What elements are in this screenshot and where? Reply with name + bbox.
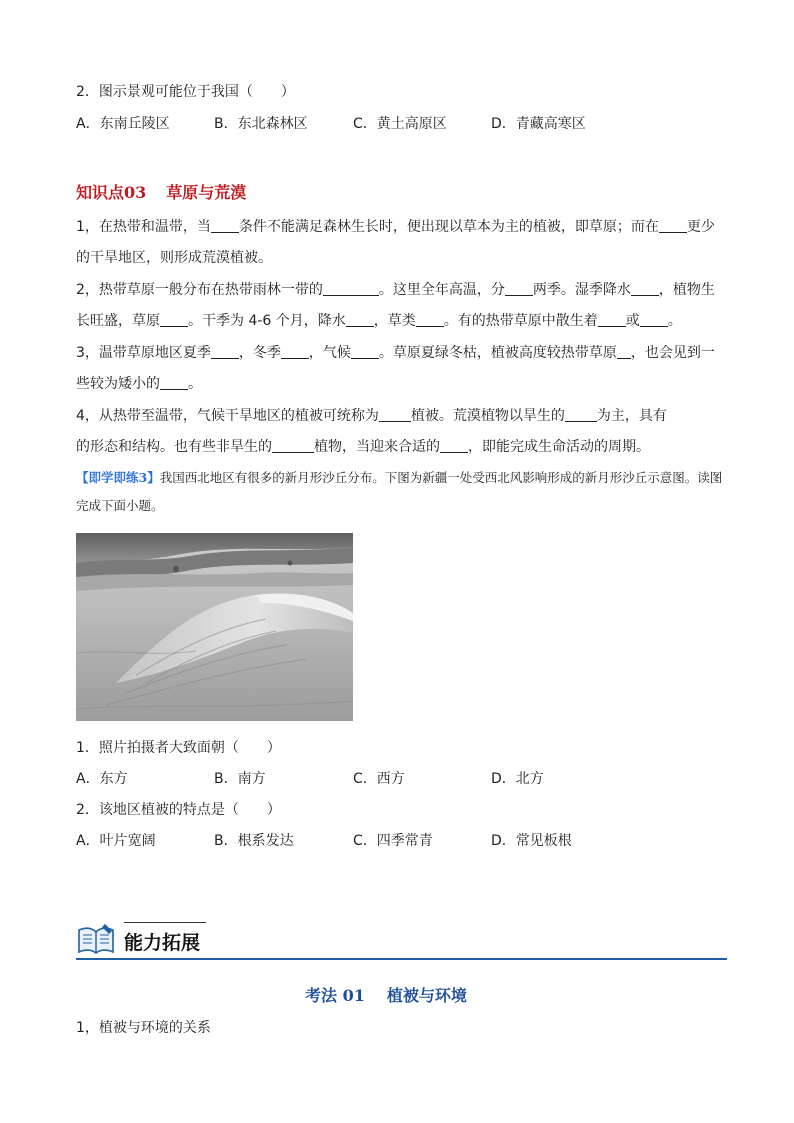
fill-blank [211,342,239,359]
text-run: ，草类 [373,313,416,329]
option-d: D．北方 [491,771,544,787]
fill-blank [505,279,533,296]
text-run: 。这里全年高温，分 [378,282,505,298]
fill-blank [351,342,379,359]
banner-topline [124,922,206,923]
method-label: 考法 01 [305,986,365,1005]
text-run: 4，从热带至温带，气候干旱地区的植被可统称为 [76,408,379,424]
text-run: 3，温带草原地区夏季 [76,345,211,361]
text-run: 。干季为 4-6 个月，降水 [188,313,346,329]
practice-intro [76,464,726,520]
option-b: B．南方 [214,771,266,787]
option-c: C．黄土高原区 [353,116,447,132]
text-run: ，植物生 [658,282,715,298]
text-run: 1，在热带和温带，当 [76,219,211,235]
fill-blank [631,279,659,296]
method-title: 植被与环境 [386,986,467,1005]
paragraph-1 [76,212,718,274]
body-line: 1，植被与环境的关系 [76,1020,211,1036]
fill-blank [281,342,309,359]
banner-rule [76,958,727,960]
fill-blank [565,405,597,422]
text-run: 两季。湿季降水 [532,282,631,298]
paragraph-2 [76,275,718,337]
option-a: A．东方 [76,771,128,787]
fill-blank [379,405,411,422]
text-run: 。草原夏绿冬枯，植被高度较热带草原 [378,345,617,361]
fill-blank [617,342,631,359]
practice-text: 我国西北地区有很多的新月形沙丘分布。下图为新疆一处受西北风影响形成的新月形沙丘示意图。读图完成下面小题。 [76,470,723,513]
option-b: B．东北森林区 [214,116,308,132]
text-run: 条件不能满足森林生长时，便出现以草本为主的植被，即草原；而在 [238,219,659,235]
fill-blank [160,373,188,390]
section-banner [76,918,727,964]
option-c: C．四季常青 [353,833,433,849]
fill-blank [272,436,314,453]
text-run: 植被。荒漠植物以旱生的 [410,408,565,424]
fill-blank [211,216,239,233]
text-run: ，气候 [308,345,351,361]
book-icon [76,922,116,956]
text-run: 或 [625,313,640,329]
text-run: 。有的热带草原中散生着 [443,313,598,329]
option-c: C．西方 [353,771,405,787]
text-run: 长旺盛，草原 [76,313,160,329]
paragraph-3 [76,338,718,400]
fill-blank [598,310,626,327]
section-title: 草原与荒漠 [166,183,247,202]
text-run: 。 [667,313,682,329]
section-heading [76,180,246,203]
paragraph-4 [76,401,718,463]
question-stem: 2．该地区植被的特点是（ ） [76,802,281,818]
fill-blank [640,310,668,327]
banner-label: 能力拓展 [124,932,201,954]
text-run: 2，热带草原一般分布在热带雨林一带的 [76,282,323,298]
text-run: 植物，当迎来合适的 [314,439,440,455]
text-run: ，也会见到一 [630,345,715,361]
text-run: 。 [188,376,202,392]
fill-blank [440,436,468,453]
text-run: ，即能完成生命活动的周期。 [468,439,650,455]
text-run: 些较为矮小的 [76,376,160,392]
option-a: A．东南丘陵区 [76,116,170,132]
practice-tag: 【即学即练3】 [76,470,160,485]
text-run: 为主，具有 [596,408,667,424]
option-d: D．青藏高寒区 [491,116,586,132]
fill-blank [346,310,374,327]
fill-blank [416,310,444,327]
question-stem: 2．图示景观可能位于我国（ ） [76,84,295,100]
fill-blank [659,216,687,233]
section-label: 知识点03 [76,183,147,202]
fill-blank [323,279,379,296]
question-stem: 1．照片拍摄者大致面朝（ ） [76,740,281,756]
fill-blank [160,310,188,327]
text-run: 更少 [686,219,715,235]
text-run: 的形态和结构。也有些非旱生的 [76,439,272,455]
option-a: A．叶片宽阔 [76,833,156,849]
option-d: D．常见板根 [491,833,572,849]
text-run: 的干旱地区，则形成荒漠植被。 [76,250,272,266]
sand-dune-photo [76,533,353,721]
text-run: ，冬季 [238,345,281,361]
option-b: B．根系发达 [214,833,294,849]
method-heading [305,983,467,1006]
